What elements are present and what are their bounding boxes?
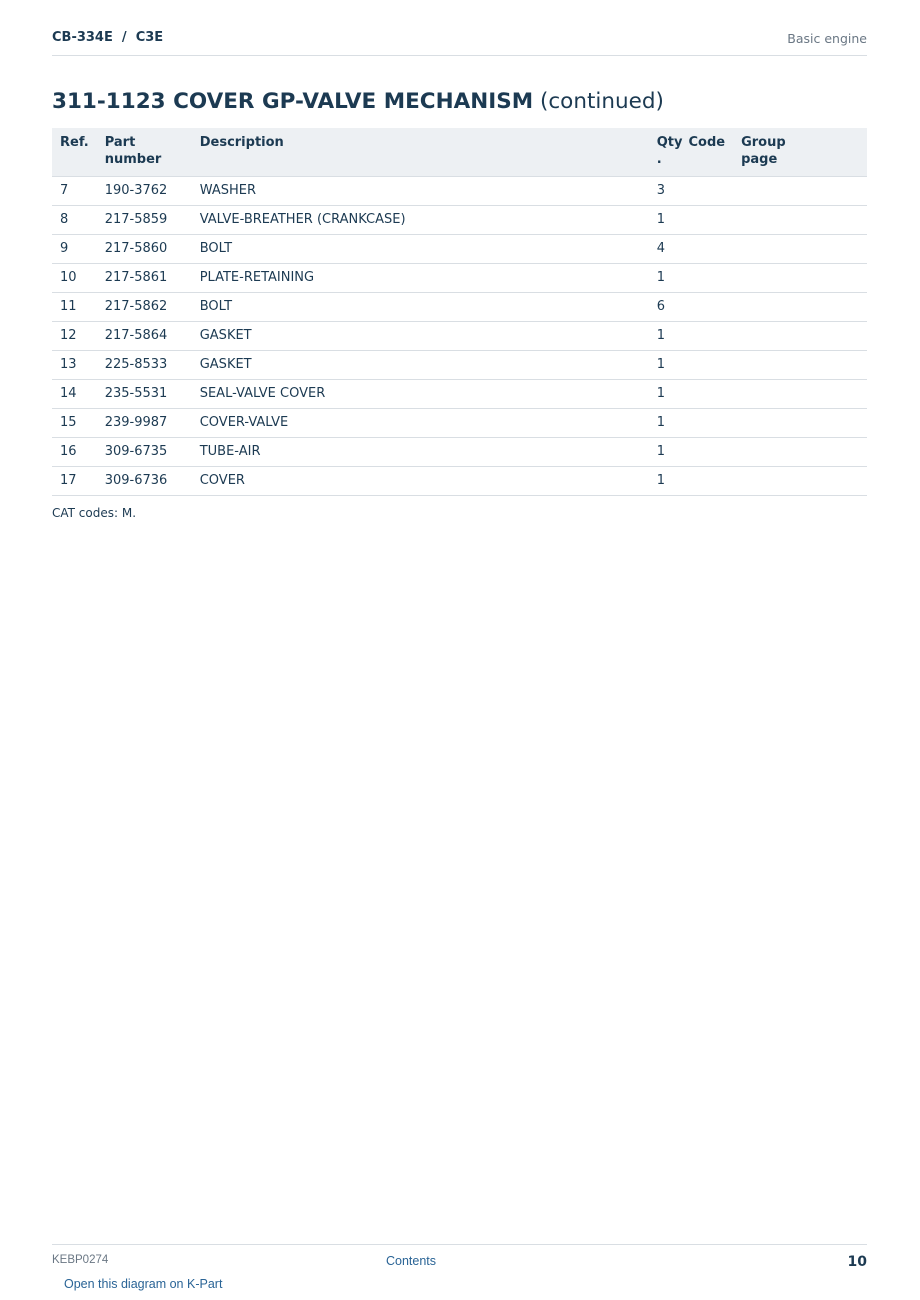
cell-description: WASHER [192,177,649,206]
page-header [52,28,867,56]
section-label: Basic engine [787,31,867,46]
cell-qty: 1 [649,351,685,380]
cell-part-number: 239-9987 [97,409,192,438]
cell-ref: 11 [52,293,97,322]
cell-qty: 1 [649,467,685,496]
cell-code [684,467,733,496]
cell-qty: 1 [649,409,685,438]
title-main: 311-1123 COVER GP-VALVE MECHANISM [52,89,534,114]
cell-description: TUBE-AIR [192,438,649,467]
cell-group-page [733,206,867,235]
table-row [52,206,867,235]
cell-part-number: 217-5860 [97,235,192,264]
table-row [52,264,867,293]
cell-group-page [733,409,867,438]
cell-group-page [733,438,867,467]
cell-code [684,409,733,438]
header-qty [649,128,685,177]
cell-group-page [733,293,867,322]
header-code: Code [684,128,733,177]
title-suffix: (continued) [539,89,664,114]
cell-description: PLATE-RETAINING [192,264,649,293]
cell-ref: 17 [52,467,97,496]
doc-id: KEBP0274 [52,1254,109,1266]
cell-code [684,293,733,322]
cell-qty: 1 [649,380,685,409]
cell-code [684,351,733,380]
table-row [52,351,867,380]
page-footer [52,1244,867,1295]
header-qty-line1: Qty [656,135,683,150]
cell-qty: 1 [649,322,685,351]
cell-part-number: 309-6735 [97,438,192,467]
cell-description: VALVE-BREATHER (CRANKCASE) [192,206,649,235]
header-ref: Ref. [52,128,97,177]
table-row [52,177,867,206]
cell-description: GASKET [192,322,649,351]
contents-link[interactable]: Contents [386,1254,437,1268]
cell-ref: 13 [52,351,97,380]
table-row [52,409,867,438]
cell-qty: 6 [649,293,685,322]
table-row [52,380,867,409]
cell-description: COVER-VALVE [192,409,649,438]
cell-part-number: 217-5864 [97,322,192,351]
cell-group-page [733,177,867,206]
cell-qty: 1 [649,438,685,467]
cell-description: COVER [192,467,649,496]
cell-group-page [733,351,867,380]
cell-ref: 9 [52,235,97,264]
header-group-line1: Group [741,135,786,150]
cell-qty: 4 [649,235,685,264]
cell-code [684,264,733,293]
cell-group-page [733,380,867,409]
cell-code [684,380,733,409]
table-row [52,293,867,322]
cell-ref: 14 [52,380,97,409]
page-number: 10 [847,1254,867,1270]
cell-description: BOLT [192,235,649,264]
cell-description: SEAL-VALVE COVER [192,380,649,409]
cell-code [684,235,733,264]
cell-ref: 8 [52,206,97,235]
header-group-page [733,128,867,177]
table-row [52,438,867,467]
cell-description: BOLT [192,293,649,322]
kpart-link[interactable]: Open this diagram on K-Part [64,1277,223,1291]
cell-ref: 10 [52,264,97,293]
cell-ref: 16 [52,438,97,467]
cell-code [684,322,733,351]
cell-part-number: 190-3762 [97,177,192,206]
cell-code [684,206,733,235]
header-description: Description [192,128,649,177]
cell-group-page [733,322,867,351]
cell-qty: 3 [649,177,685,206]
header-part-number: Part number [97,128,192,177]
table-row [52,322,867,351]
cell-part-number: 235-5531 [97,380,192,409]
cell-part-number: 309-6736 [97,467,192,496]
cell-qty: 1 [649,264,685,293]
header-qty-line2: . [656,152,662,167]
cell-group-page [733,264,867,293]
model-label: CB-334E / C3E [52,30,164,45]
page-title [52,89,664,114]
cell-part-number: 217-5861 [97,264,192,293]
cat-codes-note: CAT codes: M. [52,506,137,520]
cell-part-number: 217-5862 [97,293,192,322]
cell-qty: 1 [649,206,685,235]
parts-table [52,128,867,496]
cell-part-number: 225-8533 [97,351,192,380]
table-header-row [52,128,867,177]
header-group-line2: page [741,152,778,167]
cell-code [684,177,733,206]
cell-part-number: 217-5859 [97,206,192,235]
cell-group-page [733,235,867,264]
cell-description: GASKET [192,351,649,380]
cell-ref: 7 [52,177,97,206]
table-row [52,235,867,264]
cell-ref: 12 [52,322,97,351]
table-row [52,467,867,496]
cell-code [684,438,733,467]
cell-ref: 15 [52,409,97,438]
cell-group-page [733,467,867,496]
